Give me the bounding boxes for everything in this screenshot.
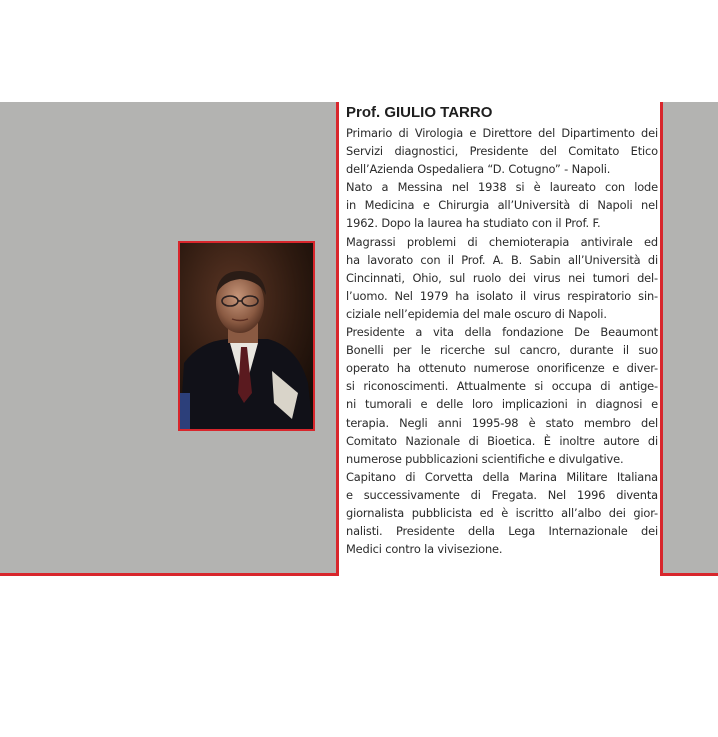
bio-line: dell’Azienda Ospedaliera “D. Cotugno” - Napoli. [346, 162, 611, 177]
bio-line: terapia. Negli anni 1995-98 è stato membro del [346, 415, 658, 430]
bio-line: Capitano di Corvetta della Marina Militare Italiana [346, 469, 658, 484]
bio-line: nalisti. Presidente della Lega Internazionale dei [346, 524, 658, 539]
bio-text-column [346, 104, 658, 558]
bio-line: in Medicina e Chirurgia all’Università di Napoli nel [346, 198, 658, 213]
right-gray-panel [660, 102, 718, 576]
bio-line: l’uomo. Nel 1979 ha isolato il virus respiratorio sin- [346, 288, 658, 303]
bio-line: Bonelli per le ricerche sul cancro, durante il suo [346, 343, 658, 358]
bio-line: numerose pubblicazioni scientifiche e divulgative. [346, 451, 624, 466]
bio-name-heading: Prof. GIULIO TARRO [346, 104, 493, 121]
bio-line: si riconoscimenti. Attualmente si occupa di antige- [346, 379, 658, 394]
bio-line: ni tumorali e delle loro implicazioni in diagnosi e [346, 397, 658, 412]
bio-paragraph [346, 124, 658, 558]
bio-line: Presidente a vita della fondazione De Beaumont [346, 325, 658, 340]
bio-line: Cincinnati, Ohio, sul ruolo dei virus nei tumori del- [346, 270, 658, 285]
bio-line: Magrassi problemi di chemioterapia antivirale ed [346, 234, 658, 249]
bio-line: Primario di Virologia e Direttore del Dipartimento dei [346, 126, 658, 140]
bio-line: giornalista pubblicista ed è iscritto all’albo dei gior- [346, 505, 658, 520]
bio-line: Nato a Messina nel 1938 si è laureato con lode [346, 180, 658, 195]
bio-line: Comitato Nazionale di Bioetica. È inoltre autore di [346, 433, 658, 448]
bio-line: operato ha ottenuto numerose onorificenze e diver- [346, 361, 658, 376]
bio-line: ha lavorato con il Prof. A. B. Sabin all’Università di [346, 252, 658, 267]
bio-line: Servizi diagnostici, Presidente del Comitato Etico [346, 144, 658, 159]
bio-line: Medici contro la vivisezione. [346, 542, 503, 557]
bio-line: 1962. Dopo la laurea ha studiato con il Prof. F. [346, 216, 601, 231]
portrait-photo [178, 241, 315, 431]
bio-line: ciziale nell’epidemia del male oscuro di Napoli. [346, 306, 607, 321]
bio-line: e successivamente di Fregata. Nel 1996 diventa [346, 487, 658, 502]
